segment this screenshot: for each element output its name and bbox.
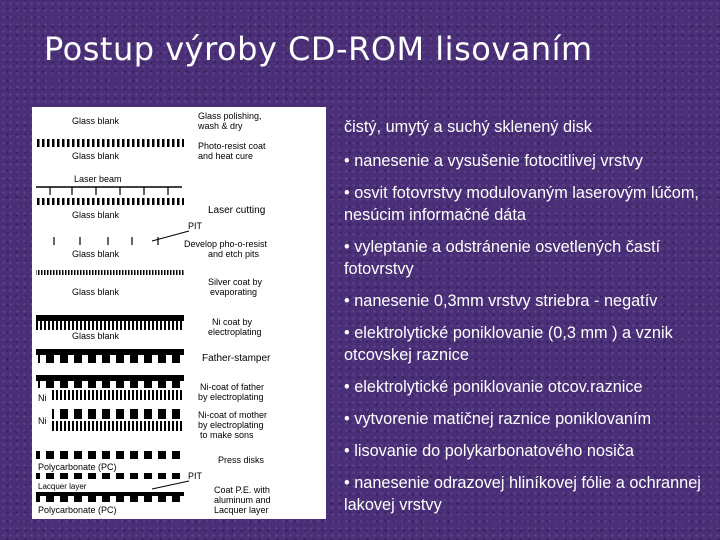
silver-layer (36, 270, 184, 275)
father-stamper-body (36, 349, 184, 355)
label-step-5b: evaporating (210, 287, 258, 297)
label-step-9a: Ni-coat of mother (198, 410, 268, 420)
pit-pointer-2 (152, 481, 189, 489)
pit-label-2: PIT (188, 471, 203, 481)
bullet-7: • elektrolytické poniklovanie otcov.raznice (344, 378, 643, 396)
label-step-11a: Coat P.E. with (214, 485, 270, 495)
label-glass-blank-2: Glass blank (72, 151, 120, 161)
label-step-4a: Develop pho-o-resist (184, 239, 268, 249)
father-teeth (38, 381, 184, 388)
label-ni-1: Ni (38, 393, 47, 403)
bullet-9: • lisovanie do polykarbonatového nosiča (344, 442, 634, 460)
ni-layer-top (36, 315, 184, 321)
label-step-11b: aluminum and (214, 495, 271, 505)
slide-title: Postup výroby CD-ROM lisovaním (44, 30, 593, 68)
label-ni-2: Ni (38, 416, 47, 426)
label-polycarbonate-2: Polycarbonate (PC) (38, 505, 117, 515)
aluminum-teeth (36, 496, 184, 502)
label-step-4b: and etch pits (208, 249, 260, 259)
label-laser-beam: Laser beam (74, 174, 122, 184)
label-step-9c: to make sons (200, 430, 254, 440)
mother-teeth (52, 409, 184, 419)
polycarbonate-teeth (36, 473, 184, 479)
label-step-2a: Photo-resist coat (198, 141, 266, 151)
label-glass-blank-6: Glass blank (72, 331, 120, 341)
label-step-7: Father-stamper (202, 353, 271, 364)
label-step-6a: Ni coat by (212, 317, 253, 327)
bullet-3: • osvit fotovrstvy modulovaným laserovým lúčom, nesúcim informačné dáta (344, 184, 699, 224)
laser-ticks (50, 187, 168, 195)
label-step-1a: Glass polishing, (198, 111, 262, 121)
father-layer (36, 375, 184, 381)
pit-label-1: PIT (188, 221, 203, 231)
mother-layer (52, 390, 184, 400)
label-step-3: Laser cutting (208, 205, 266, 216)
label-step-8a: Ni-coat of father (200, 382, 265, 392)
bullet-5: • nanesenie 0,3mm vrstvy striebra - negatív (344, 292, 658, 310)
label-step-10: Press disks (218, 455, 265, 465)
label-step-11c: Lacquer layer (214, 505, 269, 515)
ni-layer-fine (36, 321, 184, 330)
label-glass-blank-3: Glass blank (72, 210, 120, 220)
bullet-10: • nanesenie odrazovej hliníkovej fólie a ochrannej lakovej vrstvy (344, 474, 701, 514)
label-step-9b: by electroplating (198, 420, 264, 430)
son-layer (52, 421, 184, 431)
exposed-layer (36, 198, 184, 205)
bullet-8: • vytvorenie matičnej raznice poniklovaním (344, 410, 652, 428)
lacquer-layer (36, 492, 184, 496)
label-step-8b: by electroplating (198, 392, 264, 402)
process-diagram-svg (32, 107, 326, 519)
label-step-5a: Silver coat by (208, 277, 263, 287)
label-lacquer: Lacquer layer (38, 482, 87, 491)
label-polycarbonate-1: Polycarbonate (PC) (38, 462, 117, 472)
press-stamper (36, 451, 184, 459)
bullet-6: • elektrolytické poniklovanie (0,3 mm ) a vznik otcovskej raznice (344, 324, 673, 364)
father-stamper-teeth (38, 355, 184, 363)
label-step-6b: electroplating (208, 327, 262, 337)
label-glass-blank-1: Glass blank (72, 116, 120, 126)
pit-marks (54, 237, 158, 245)
bullet-4: • vyleptanie a odstránenie osvetlených častí fotovrstvy (344, 238, 661, 278)
label-glass-blank-4: Glass blank (72, 249, 120, 259)
process-diagram (32, 107, 326, 519)
label-step-1b: wash & dry (198, 121, 243, 131)
bullet-1: čistý, umytý a suchý sklenený disk (344, 118, 592, 136)
label-step-2b: and heat cure (198, 151, 254, 161)
bullet-2: • nanesenie a vysušenie fotocitlivej vrstvy (344, 152, 643, 170)
photoresist-layer (36, 139, 184, 147)
label-glass-blank-5: Glass blank (72, 287, 120, 297)
